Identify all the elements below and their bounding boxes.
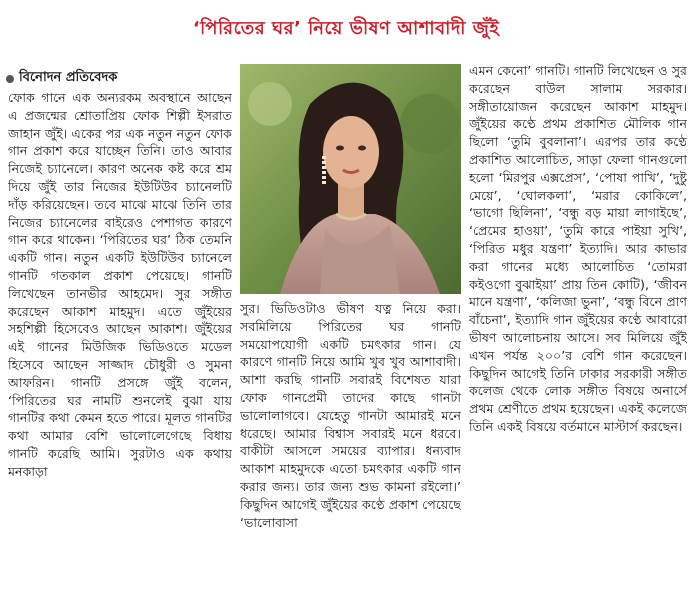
article-column-2 [240,300,461,604]
portrait-illustration [240,64,461,294]
byline [6,68,232,89]
column-3-text: এমন কেনো’ গানটি। গানটি লিখেছেন ও সুর করেছেন বাউল সালাম সরকার। সঙ্গীতায়োজন করেছেন আকাশ মাহমুদ। জুঁইয়ের কণ্ঠে প্রথম প্রকাশিত মৌলিক গান ছিলো ‘তুমি বুবলানা’। এরপর তার কণ্ঠে প্রকাশিত আলোচিত, সাড়া ফেলা গানগুলো হলো ‘মিরপুর এক্সপ্রেস’, ‘পোষা পাখি’, ‘দুষ্টু মেয়ে’, ‘ঘোলকলা’, ‘মরার কোকিলে’, ‘ভাগো ছিলিনা’, ‘বন্ধু বড় মায়া লাগাইছে’, ‘প্রেমের হাওয়া’, ‘তুমি কারে পাইয়া সুখি’, ‘পিরিত মধুর যন্ত্রণা’ ইত্যাদি। আর কাভার করা গানের মধ্যে আলোচিত ‘তোমরা কইওগো বুঝাইয়া’ প্রায় তিন কোটি), ‘জীবন মানে যন্ত্রণা’, ‘কলিজা ভুনা’, ‘বন্ধু বিনে প্রাণ বাঁচেনা’, ইত্যাদি গান জুঁইয়ের কণ্ঠে আবারো ভীষণ আলোচনায় আসে। সব মিলিয়ে জুঁই এখন পর্যন্ত ২০০’র বেশি গান করেছেন। কিছুদিন আগেই তিনি ঢাকার সরকারী সঙ্গীত কলেজ থেকে লোক সঙ্গীত বিষয়ে অনার্সে প্রথম শ্রেণীতে প্রথম হয়েছেন। একই কলেজে তিনি একই বিষয়ে বর্তমানে মাস্টার্স করছেন। [469,63,687,434]
article-column-3 [469,62,687,604]
bullet-icon [6,75,14,83]
artist-photo [240,64,461,294]
article-column-1 [8,89,232,604]
column-1-text: ফোক গানে এক অন্যরকম অবস্থানে আছেন এ প্রজন্মের শ্রোতাপ্রিয় ফোক শিল্পী ইসরাত জাহান জুঁই। একের পর এক নতুন নতুন ফোক গান প্রকাশ করে যাচ্ছেন তিনি। তাও আবার নিজেই চ্যানেলে। কারণ অনেক কষ্ট করে শ্রম দিয়ে জুঁই তার নিজের ইউটিউব চ্যানেলটি দাঁড় করিয়েছেন। তবে মাঝে মাঝে তিনি তার নিজের চ্যানেলের বাইরেও পেশাগত কারণে গান করে থাকেন। ‘পিরিতের ঘর’ ঠিক তেমনি একটি গান। নতুন একটি ইউটিউব চ্যানেলে গানটি গতকাল প্রকাশ পেয়েছে। গানটি লিখেছেন তানভীর আহমেদ। সুর সঙ্গীত করেছেন আকাশ মাহমুদ। এতে জুঁইয়ের সহশিল্পী হিসেবেও আছেন আকাশ। জুঁইয়ের এই গানের মিউজিক ভিডিওতে মডেল হিসেবে আছেন সাজ্জাদ চৌধুরী ও সুমনা আফরিন। গানটি প্রসঙ্গে জুঁই বলেন, ‘পিরিতের ঘর নামটি শুনলেই বুঝা যায় গানটির কথা কেমন হতে পারে। মূলত গানটির কথা আমার বেশি ভালোলেগেছে বিধায় গানটি করেছি আমি। সুরটাও এক কথায় মনকাড়া [8,90,232,479]
byline-text: বিনোদন প্রতিবেদক [19,70,118,85]
headline: ‘পিরিতের ঘর’ নিয়ে ভীষণ আশাবাদী জুঁই [192,18,500,39]
column-2-text: সুর। ভিডিওটাও ভীষণ যত্ন নিয়ে করা। সবমিলিয়ে পিরিতের ঘর গানটি সময়োপযোগী একটি চমৎকার গান। যে কারণে গানটি নিয়ে আমি খুব খুব আশাবাদী। আশা করছি গানটি সবারই বিশেষত যারা ফোক গানপ্রেমী তাদের কাছে গানটা ভালোলাগবে। যেহেতু গানটা আমারই মনে ধরেছে। আমার বিশ্বাস সবারই মনে ধরবে। বাকীটা আসলে সময়ের ব্যাপার। ধন্যবাদ আকাশ মাহমুদকে এতো চমৎকার একটি গান করার জন্য। তার জন্য শুভ কামনা রইলো।’ কিছুদিন আগেই জুঁইয়ের কণ্ঠে প্রকাশ পেয়েছে ‘ভালোবাসা [240,301,461,530]
